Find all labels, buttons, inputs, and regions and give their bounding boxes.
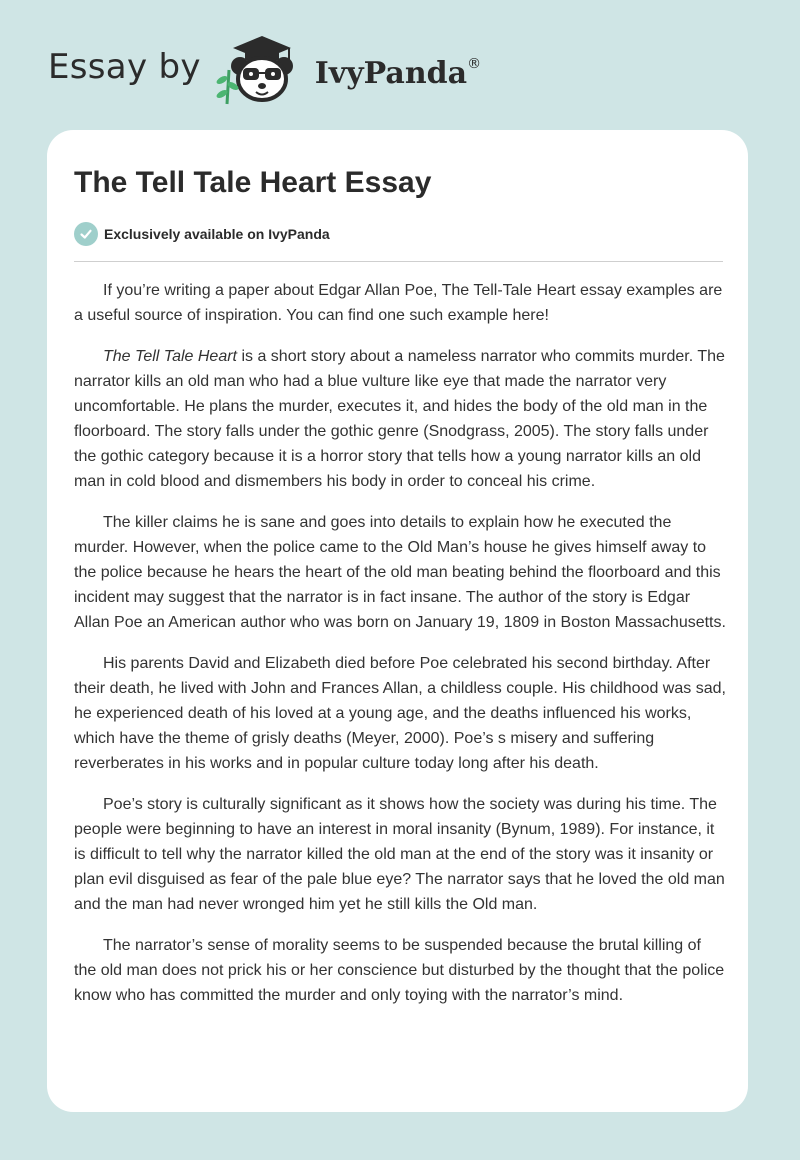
brand-name[interactable]: IvyPanda® [314,55,482,91]
check-circle-icon [74,222,98,246]
paragraph-2: The Tell Tale Heart is a short story about a nameless narrator who commits murder. The narrator kills an old man who had a blue vulture like eye that made the narrator very uncomfortable. He plans the murder, executes it, and hides the body of the old man in the floorboard. The story falls under the gothic genre (Snodgrass, 2005). The story falls under the gothic category because it is a horror story that tells how a young narrator kills an old man in cold blood and dismembers his body in order to conceal his crime. [74,348,725,490]
essay-body [74,278,726,1024]
paragraph-6: The narrator’s sense of morality seems to be suspended because the brutal killing of the old man does not prick his or her conscience but disturbed by the thought that the police know who has committed the murder and only toying with the narrator’s mind. [74,937,725,1004]
site-header [48,34,508,108]
story-title-italic: The Tell Tale Heart [103,348,237,365]
registered-mark: ® [467,55,482,72]
page-title: The Tell Tale Heart Essay [74,166,432,199]
paragraph-intro: If you’re writing a paper about Edgar Allan Poe, The Tell-Tale Heart essay examples are a useful source of inspiration. You can find one such example here! [74,282,723,324]
divider [74,261,723,262]
essay-by-label: Essay by [48,47,201,87]
paragraph-5: Poe’s story is culturally significant as it shows how the society was during his time. The people were beginning to have an interest in moral insanity (Bynum, 1989). For instance, it is difficult to tell why the narrator killed the old man at the end of the story was it insanity or plan evil disguised as fear of the pale blue eye? The narrator says that he loved the old man and the man had never wronged him yet he still kills the Old man. [74,796,725,913]
panda-graduate-icon [215,34,309,108]
paragraph-4: His parents David and Elizabeth died before Poe celebrated his second birthday. After their death, he lived with John and Frances Allan, a childless couple. His childhood was sad, he experienced death of his loved at a young age, and the deaths influenced his works, which have the theme of grisly deaths (Meyer, 2000). Poe’s s misery and suffering reverberates in his works and in popular culture today long after his death. [74,655,726,772]
paragraph-3: The killer claims he is sane and goes into details to explain how he executed the murder. However, when the police came to the Old Man’s house he gives himself away to the police because he hears the heart of the old man beating behind the floorboard and this incident may suggest that the narrator is in fact insane. The author of the story is Edgar Allan Poe an American author who was born on January 19, 1809 in Boston Massachusetts. [74,514,726,631]
essay-card [47,130,748,1112]
exclusive-badge [74,222,330,246]
exclusive-badge-text: Exclusively available on IvyPanda [104,226,330,242]
